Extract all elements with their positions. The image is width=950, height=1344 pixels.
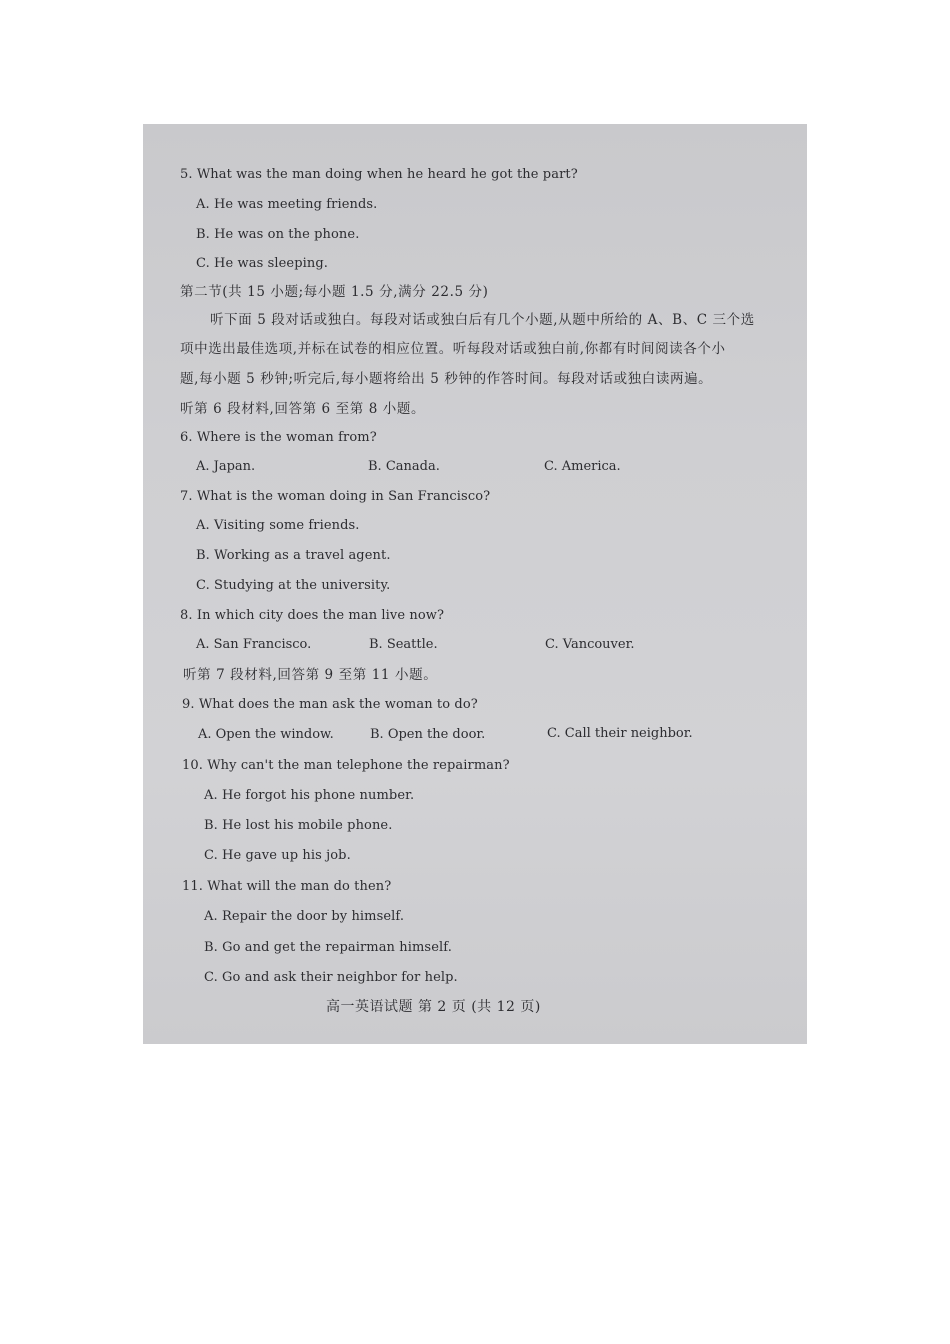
q9-option-a: A. Open the window. bbox=[198, 727, 334, 742]
q9-option-b: B. Open the door. bbox=[370, 727, 486, 742]
question-7: 7. What is the woman doing in San Francisco? bbox=[180, 489, 491, 504]
q8-option-a: A. San Francisco. bbox=[196, 637, 312, 652]
page-footer: 高一英语试题 第 2 页 (共 12 页) bbox=[326, 999, 541, 1015]
q5-option-a: A. He was meeting friends. bbox=[196, 197, 378, 212]
question-10: 10. Why can't the man telephone the repairman? bbox=[182, 758, 510, 773]
q8-option-b: B. Seattle. bbox=[369, 637, 438, 652]
question-6: 6. Where is the woman from? bbox=[180, 430, 377, 445]
question-11: 11. What will the man do then? bbox=[182, 879, 392, 894]
q10-option-b: B. He lost his mobile phone. bbox=[204, 818, 393, 833]
q6-option-c: C. America. bbox=[544, 459, 621, 474]
q11-option-b: B. Go and get the repairman himself. bbox=[204, 940, 452, 955]
q7-option-a: A. Visiting some friends. bbox=[196, 518, 360, 533]
q8-option-c: C. Vancouver. bbox=[545, 637, 635, 652]
group7-heading: 听第 7 段材料,回答第 9 至第 11 小题。 bbox=[183, 667, 438, 683]
group6-heading: 听第 6 段材料,回答第 6 至第 8 小题。 bbox=[180, 401, 426, 417]
q7-option-b: B. Working as a travel agent. bbox=[196, 548, 391, 563]
instructions-line-1: 听下面 5 段对话或独白。每段对话或独白后有几个小题,从题中所给的 A、B、C 三个选 bbox=[210, 312, 755, 328]
question-8: 8. In which city does the man live now? bbox=[180, 608, 445, 623]
q5-option-c: C. He was sleeping. bbox=[196, 256, 329, 271]
q9-option-c: C. Call their neighbor. bbox=[547, 726, 693, 741]
exam-page-photo bbox=[143, 124, 807, 1044]
q5-option-b: B. He was on the phone. bbox=[196, 227, 360, 242]
question-5: 5. What was the man doing when he heard he got the part? bbox=[180, 167, 578, 182]
q7-option-c: C. Studying at the university. bbox=[196, 578, 391, 593]
q6-option-b: B. Canada. bbox=[368, 459, 440, 474]
q11-option-a: A. Repair the door by himself. bbox=[204, 909, 405, 924]
section2-heading: 第二节(共 15 小题;每小题 1.5 分,满分 22.5 分) bbox=[180, 284, 489, 300]
instructions-line-2: 项中选出最佳选项,并标在试卷的相应位置。听每段对话或独白前,你都有时间阅读各个小 bbox=[180, 341, 726, 357]
q10-option-c: C. He gave up his job. bbox=[204, 848, 351, 863]
q6-option-a: A. Japan. bbox=[196, 459, 256, 474]
question-9: 9. What does the man ask the woman to do? bbox=[182, 697, 478, 712]
instructions-line-3: 题,每小题 5 秒钟;听完后,每小题将给出 5 秒钟的作答时间。每段对话或独白读两遍。 bbox=[180, 371, 713, 387]
q11-option-c: C. Go and ask their neighbor for help. bbox=[204, 970, 458, 985]
q10-option-a: A. He forgot his phone number. bbox=[204, 788, 415, 803]
